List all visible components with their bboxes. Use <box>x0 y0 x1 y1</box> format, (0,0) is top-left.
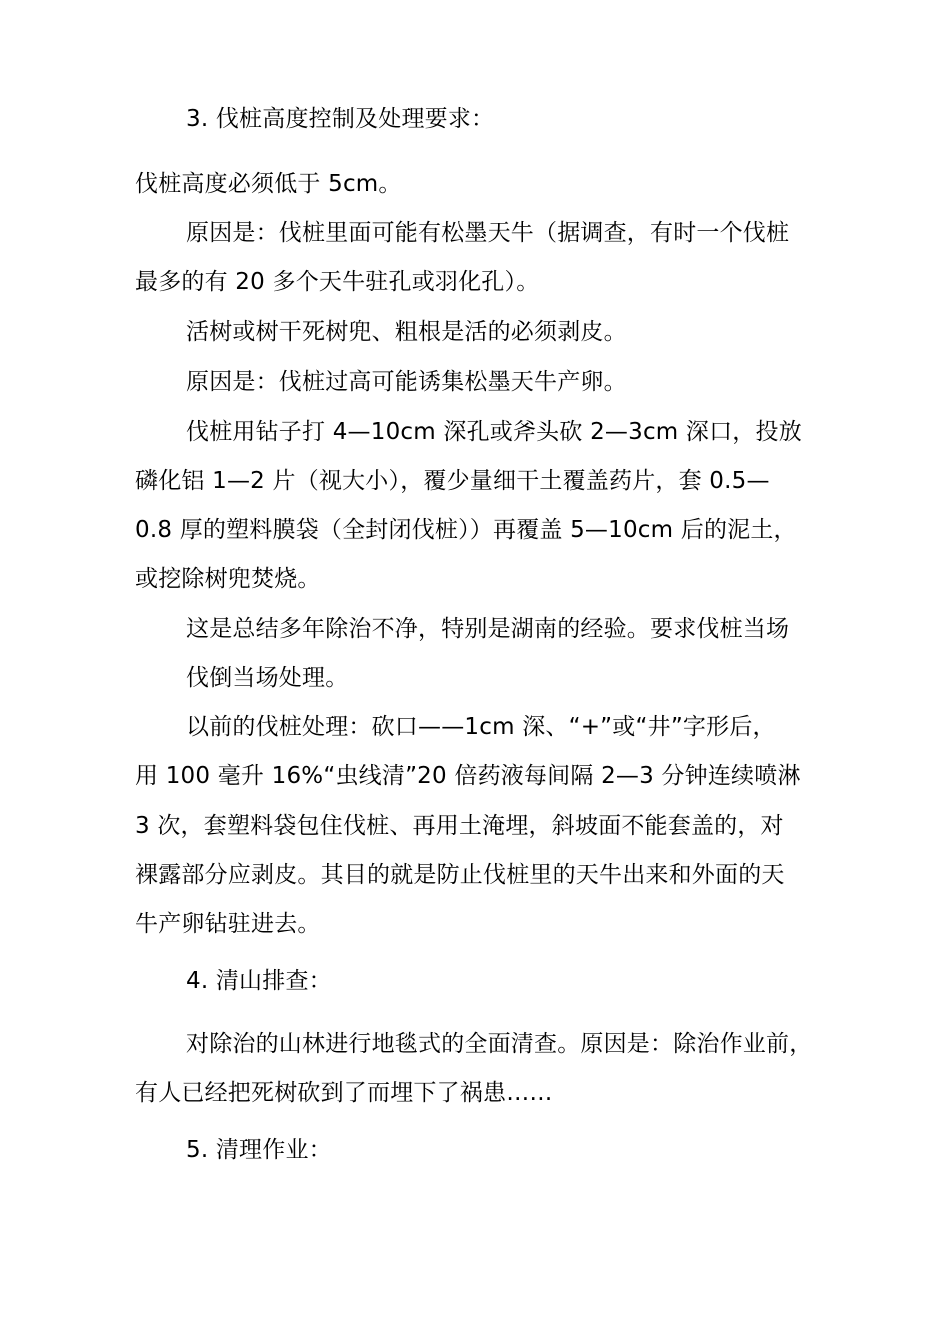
section-heading-5: 5. 清理作业： <box>186 1137 332 1163</box>
paragraph-line: 伐桩高度必须低于 5cm。 <box>135 171 402 197</box>
paragraph-line: 3 次，套塑料袋包住伐桩、再用土淹埋，斜坡面不能套盖的，对 <box>135 813 784 839</box>
paragraph-line: 最多的有 20 多个天牛驻孔或羽化孔）。 <box>135 269 540 295</box>
paragraph-line: 伐桩用钻子打 4—10cm 深孔或斧头砍 2—3cm 深口，投放 <box>186 419 802 445</box>
section-heading-4: 4. 清山排查： <box>186 968 332 994</box>
paragraph-line: 活树或树干死树兜、粗根是活的必须剥皮。 <box>186 319 627 345</box>
paragraph-line: 或挖除树兜焚烧。 <box>135 566 321 592</box>
paragraph-line: 有人已经把死树砍到了而埋下了祸患…… <box>135 1080 553 1106</box>
paragraph-line: 0.8 厚的塑料膜袋（全封闭伐桩））再覆盖 5—10cm 后的泥土， <box>135 517 797 543</box>
paragraph-line: 以前的伐桩处理：砍口——1cm 深、“+”或“井”字形后， <box>186 714 776 740</box>
paragraph-line: 磷化铝 1—2 片（视大小），覆少量细干土覆盖药片，套 0.5— <box>135 468 770 494</box>
paragraph-line: 裸露部分应剥皮。其目的就是防止伐桩里的天牛出来和外面的天 <box>135 862 785 888</box>
paragraph-line: 原因是：伐桩过高可能诱集松墨天牛产卵。 <box>186 369 627 395</box>
paragraph-line: 对除治的山林进行地毯式的全面清查。原因是：除治作业前， <box>186 1031 813 1057</box>
section-heading-3: 3. 伐桩高度控制及处理要求： <box>186 106 495 132</box>
paragraph-line: 牛产卵钻驻进去。 <box>135 911 321 937</box>
paragraph-line: 伐倒当场处理。 <box>186 665 349 691</box>
paragraph-line: 原因是：伐桩里面可能有松墨天牛（据调查，有时一个伐桩 <box>186 220 790 246</box>
paragraph-line: 用 100 毫升 16%“虫线清”20 倍药液每间隔 2—3 分钟连续喷淋 <box>135 763 801 789</box>
paragraph-line: 这是总结多年除治不净，特别是湖南的经验。要求伐桩当场 <box>186 616 790 642</box>
